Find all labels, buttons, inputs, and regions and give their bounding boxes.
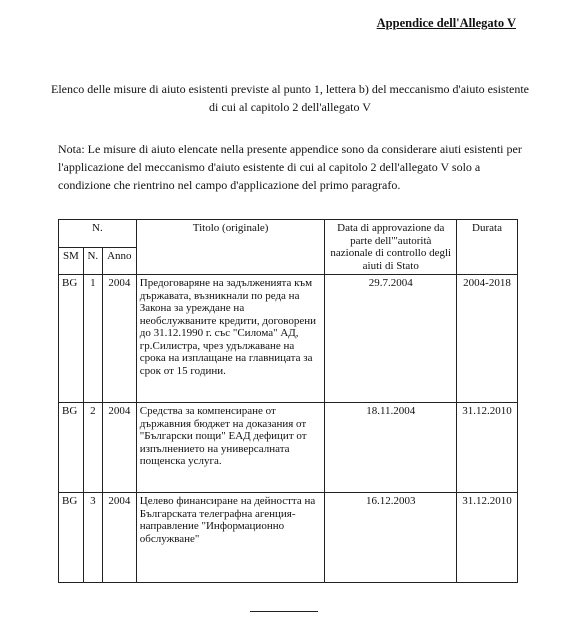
cell-titolo: Предоговаряне на задълженията към държавата, възникнали по реда на Закона за уреждане на необслужваните кредити, договорени до 31.12.1990 г. със "Силома" АД, гр.Силистра, чрез удължаване на срока на изплащане на главницата за срок от 15 години. (136, 275, 325, 403)
cell-durata: 31.12.2010 (457, 493, 518, 583)
cell-titolo: Целево финансиране на дейността на Българската телеграфна агенция-направление "Информационно обслужване" (136, 493, 325, 583)
aid-measures-table (58, 219, 518, 583)
title-line-2: di cui al capitolo 2 dell'allegato V (209, 100, 371, 114)
cell-data: 18.11.2004 (325, 403, 457, 493)
cell-durata: 2004-2018 (457, 275, 518, 403)
header-n: N. (59, 220, 137, 248)
cell-n: 1 (83, 275, 102, 403)
cell-sm: BG (59, 403, 84, 493)
cell-titolo: Средства за компенсиране от държавния бюджет на доказания от "Български пощи" ЕАД дефицит от изпълнението на универсалната пощенска услуга. (136, 403, 325, 493)
footer-separator (250, 611, 318, 612)
cell-sm: BG (59, 275, 84, 403)
header-titolo: Titolo (originale) (136, 220, 325, 275)
header-anno: Anno (102, 247, 136, 275)
cell-n: 3 (83, 493, 102, 583)
table-header-row-1 (59, 220, 518, 248)
header-sm: SM (59, 247, 84, 275)
table-row (59, 275, 518, 403)
header-data-approvazione: Data di approvazione da parte dell'"autorità nazionale di controllo degli aiuti di Stato (325, 220, 457, 275)
cell-sm: BG (59, 493, 84, 583)
cell-anno: 2004 (102, 275, 136, 403)
table-row (59, 493, 518, 583)
cell-n: 2 (83, 403, 102, 493)
table-row (59, 403, 518, 493)
cell-anno: 2004 (102, 403, 136, 493)
cell-data: 16.12.2003 (325, 493, 457, 583)
cell-durata: 31.12.2010 (457, 403, 518, 493)
title-line-1: Elenco delle misure di aiuto esistenti previste al punto 1, lettera b) del meccanismo d'aiuto esistente (50, 82, 530, 96)
cell-anno: 2004 (102, 493, 136, 583)
appendix-heading: Appendice dell'Allegato V (376, 16, 516, 30)
header-durata: Durata (457, 220, 518, 275)
header-num: N. (83, 247, 102, 275)
document-title (40, 80, 540, 116)
cell-data: 29.7.2004 (325, 275, 457, 403)
note-paragraph: Nota: Le misure di aiuto elencate nella presente appendice sono da considerare aiuti esistenti per l'applicazione del meccanismo d'aiuto esistente di cui al capitolo 2 dell'allegato V solo a condizione che rientrino nel campo d'applicazione del primo paragrafo. (58, 142, 522, 192)
